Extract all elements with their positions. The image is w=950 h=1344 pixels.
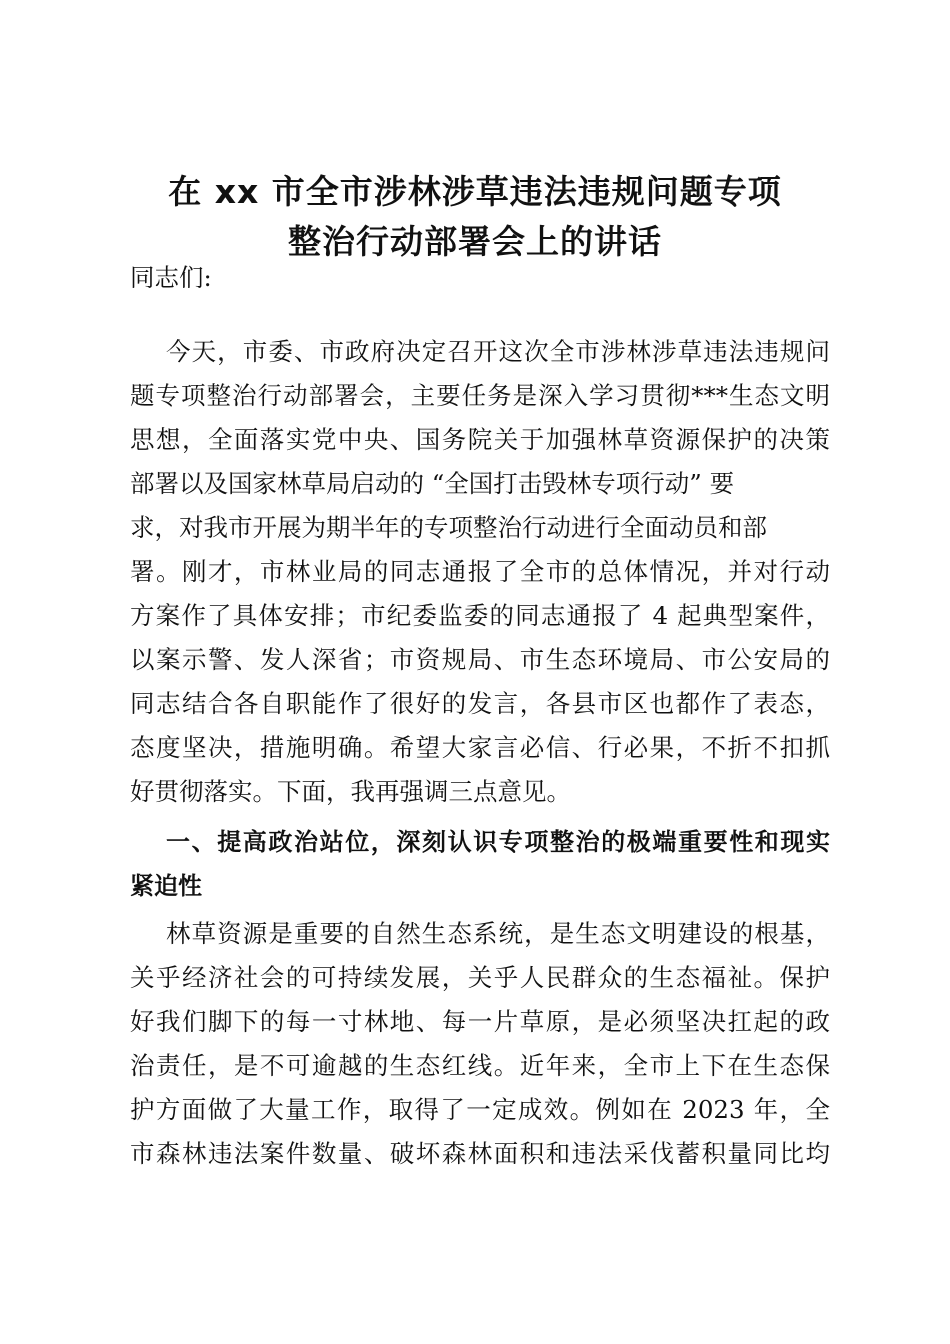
paragraph-2-line-5: 护方面做了大量工作，取得了一定成效。例如在 2023 年，全: [130, 1095, 830, 1124]
document-title-line-1: 在 xx 市全市涉林涉草违法违规问题专项: [168, 172, 782, 211]
paragraph-1-line-2: 题专项整治行动部署会，主要任务是深入学习贯彻***生态文明: [130, 381, 830, 410]
paragraph-1-line-10: 态度坚决，措施明确。希望大家言必信、行必果，不折不扣抓: [130, 733, 830, 762]
paragraph-1-line-6: 署。刚才，市林业局的同志通报了全市的总体情况，并对行动: [130, 557, 830, 586]
paragraph-2-line-2: 关乎经济社会的可持续发展，关乎人民群众的生态福祉。保护: [130, 963, 830, 992]
section-heading-1-line-2: 紧迫性: [130, 872, 202, 900]
paragraph-1-line-9: 同志结合各自职能作了很好的发言，各县市区也都作了表态，: [130, 689, 830, 718]
paragraph-1-line-1: 今天，市委、市政府决定召开这次全市涉林涉草违法违规问: [166, 337, 830, 366]
paragraph-1-line-8: 以案示警、发人深省；市资规局、市生态环境局、市公安局的: [130, 645, 830, 674]
paragraph-1-line-11: 好贯彻落实。下面，我再强调三点意见。: [130, 777, 571, 806]
paragraph-2-line-1: 林草资源是重要的自然生态系统，是生态文明建设的根基，: [166, 919, 830, 948]
section-heading-1-line-1: 一、提高政治站位，深刻认识专项整治的极端重要性和现实: [166, 828, 830, 856]
document-title-line-2: 整治行动部署会上的讲话: [288, 222, 662, 261]
paragraph-2-line-4: 治责任，是不可逾越的生态红线。近年来，全市上下在生态保: [130, 1051, 830, 1080]
paragraph-2-line-6: 市森林违法案件数量、破坏森林面积和违法采伐蓄积量同比均: [130, 1139, 830, 1168]
paragraph-1-line-3: 思想，全面落实党中央、国务院关于加强林草资源保护的决策: [130, 425, 830, 454]
paragraph-1-line-5: 求，对我市开展为期半年的专项整治行动进行全面动员和部: [130, 513, 767, 542]
salutation: 同志们:: [130, 263, 212, 292]
paragraph-1-line-4: 部署以及国家林草局启动的 “全国打击毁林专项行动” 要: [130, 469, 735, 498]
paragraph-1-line-7: 方案作了具体安排；市纪委监委的同志通报了 4 起典型案件，: [130, 601, 830, 630]
paragraph-2-line-3: 好我们脚下的每一寸林地、每一片草原，是必须坚决扛起的政: [130, 1007, 830, 1036]
